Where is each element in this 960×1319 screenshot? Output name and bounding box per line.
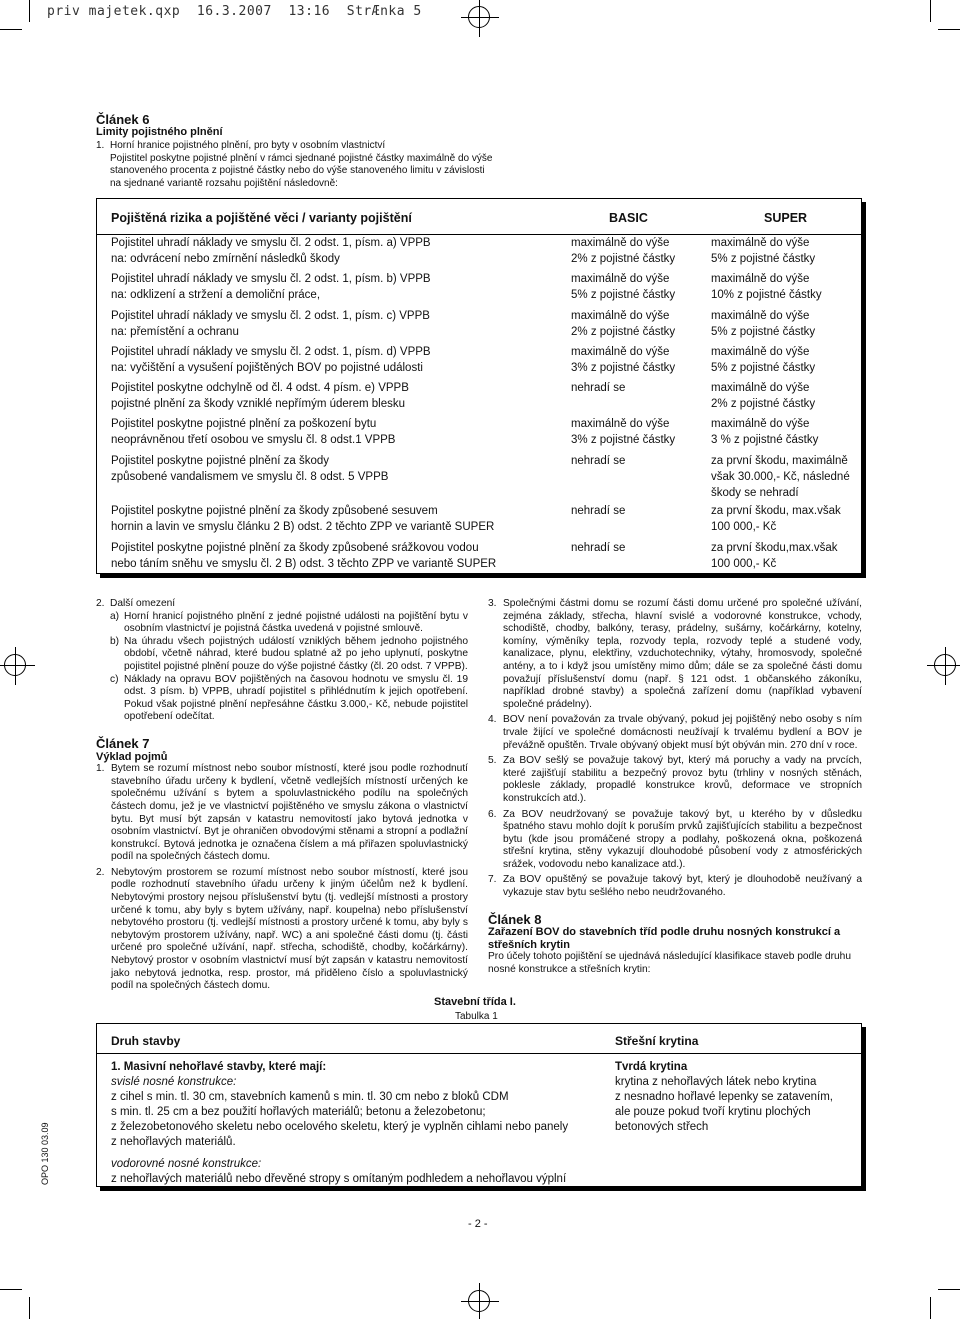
vertical-text: z železobetonového skeletu nebo ocelového skeletu, který je vyplněn cihlami nebo panely: [111, 1121, 569, 1133]
intro-text: Pojistitel poskytne pojistné plnění v rámci sjednané pojistné částky maximálně do výše stanoveného procenta z pojistné částky nebo do výše stanoveného limitu v závislosti na sjednané variantě rozsahu pojištění následovně:: [110, 152, 493, 189]
cell-line: 3% z pojistné částky: [571, 434, 676, 446]
cell-line: pojistné plnění za škody vzniklé nepřímým úderem blesku: [111, 398, 406, 410]
super-cell: [711, 416, 861, 448]
header-basic: BASIC: [609, 211, 648, 225]
crop-mark: [938, 29, 960, 30]
list-number: 2.: [96, 866, 105, 878]
list-item: [488, 714, 862, 752]
list-number: 7.: [488, 874, 497, 886]
intro-line: Horní hranice pojistného plnění, pro byty v osobním vlastnictví: [110, 140, 386, 151]
roof-text: z nesnadno hořlavé lepenky se zatavením,: [615, 1091, 833, 1103]
cell-line: Pojistitel uhradí náklady ve smyslu čl. 2 odst. 1, písm. b) VPPB: [111, 273, 431, 285]
horizontal-text: z nehořlavých materiálů nebo dřevěné stropy s omítaným podhledem a nehořlavou výplní: [111, 1173, 567, 1185]
risk-cell: [111, 416, 551, 448]
clanek7-title: Článek 7: [96, 735, 150, 751]
list-number: 1.: [96, 763, 105, 775]
header-stresni-krytina: Střešní krytina: [615, 1034, 699, 1048]
roof-text: ale pouze pokud tvoří krytinu plochých: [615, 1106, 811, 1118]
risk-cell: [111, 271, 551, 303]
basic-cell: [571, 380, 711, 396]
basic-cell: [571, 540, 711, 556]
crop-mark: [930, 1297, 931, 1319]
cell-line: maximálně do výše: [711, 237, 810, 249]
vertical-label: svislé nosné konstrukce:: [111, 1076, 237, 1088]
list-number: 1.: [96, 140, 105, 151]
basic-cell: [571, 271, 711, 303]
registration-mark: [4, 654, 26, 676]
registration-mark: [468, 6, 490, 28]
right-column: [488, 598, 862, 977]
crop-mark: [0, 1289, 22, 1290]
super-cell: [711, 271, 861, 303]
crop-mark: [29, 1297, 30, 1319]
super-cell: [711, 308, 861, 340]
risk-cell: [111, 380, 551, 412]
header-super: SUPER: [764, 211, 808, 225]
cell-line: způsobené vandalismem ve smyslu čl. 8 odst. 5 VPPB: [111, 471, 389, 483]
construction-class-table: [96, 1023, 862, 1187]
super-cell: [711, 344, 861, 376]
roof-type-cell: [615, 1060, 855, 1135]
vertical-text: s min. tl. 25 cm a bez použití hořlavých materiálů; betonu a železobetonu;: [111, 1106, 486, 1118]
list-number: 2.: [96, 598, 105, 609]
cell-line: na: odklizení a stržení a demoliční práce,: [111, 289, 321, 301]
horizontal-label: vodorovné nosné konstrukce:: [111, 1158, 262, 1170]
cell-line: 10% z pojistné částky: [711, 289, 822, 301]
list-letter: b): [110, 635, 120, 647]
list-item: [488, 755, 862, 805]
limits-table: [96, 198, 862, 574]
list-item: [96, 763, 468, 864]
list-text: Bytem se rozumí místnost nebo soubor místností, které jsou podle rozhodnutí stavebního úřadu určeny k bydlení, včetně vedlejších místností určených ke společnému užívání s bytem a spoluvlastnického podílu na společných částech domu, jež je ve vlastnictví pojištěného ve smyslu zákona o vlastnictví bytu. Byt musí být zapsán v katastru nemovitostí jako bytová jednotka v osobním vlastnictví. Byt je ohraničen obvodovými stěnami a stropní a podlažní konstrukcí. Bytová jednotka je označena číslem a má přiřazen spoluvlastnický podíl na společných částech domu.: [111, 763, 468, 863]
vertical-text: z cihel s min. tl. 30 cm, stavebních kamenů s min. tl. 30 cm nebo z bloků CDM: [111, 1091, 509, 1103]
cell-line: škody se nehradí: [711, 487, 799, 499]
list-item: [488, 809, 862, 872]
cell-line: na: odvrácení nebo zmírnění následků škody: [111, 253, 340, 265]
cell-line: nehradí se: [571, 382, 626, 394]
basic-cell: [571, 308, 711, 340]
list-text: Společnými částmi domu se rozumí části domu určené pro společné užívání, zejména základy, střecha, hlavní svislé a vodorovné konstrukce, vchody, schodiště, chodby, balkóny, terasy, prádelny, sušárny, kočárkárny, kotelny, komíny, výměníky tepla, rozvody tepla, rozvody teplé a studené vody, kanalizace, plynu, elektřiny, vzduchotechniky, výtahy, hromosvody, společné antény, a to i když jsou umístěny mimo dům; dále se za společné části domu považují příslušenství domu (např. § 121 odst. 1 občanského zákoníku, například drobné stavby) a společná zařízení domu (například vybavení společné prádelny).: [503, 598, 862, 710]
clanek6-title: Článek 6: [96, 112, 150, 127]
clanek6-intro: [96, 140, 496, 190]
item2-title: Další omezení: [110, 598, 176, 609]
sub-list-item: [96, 636, 468, 674]
cell-line: Pojistitel poskytne pojistné plnění za škody způsobené sesuvem: [111, 505, 438, 517]
cell-line: nehradí se: [571, 542, 626, 554]
vertical-text: z nehořlavých materiálů.: [111, 1136, 236, 1148]
building-type-cell: [111, 1060, 601, 1187]
cell-line: neoprávněnou třetí osobou ve smyslu čl. 8 odst.1 VPPB: [111, 434, 396, 446]
header-risks: Pojištěná rizika a pojištěné věci / varianty pojištění: [111, 211, 412, 225]
clanek8-text: Pro účely tohoto pojištění se ujednává následující klasifikace staveb podle druhu nosné konstrukce a střešních krytin:: [488, 951, 852, 976]
cell-line: Pojistitel poskytne pojistné plnění za škody: [111, 455, 329, 467]
clanek7-subtitle: Výklad pojmů: [96, 750, 168, 763]
super-cell: [711, 503, 861, 535]
cell-line: za první škodu, maximálně: [711, 455, 848, 467]
cell-line: nebo táním sněhu ve smyslu čl. 2 B) odst. 3 těchto ZPP ve variantě SUPER: [111, 558, 497, 570]
cell-line: 5% z pojistné částky: [711, 326, 816, 338]
cell-line: za první škodu, max.však: [711, 505, 841, 517]
crop-mark: [0, 29, 22, 30]
basic-cell: [571, 453, 711, 469]
cell-line: maximálně do výše: [711, 346, 810, 358]
cell-line: však 30.000,- Kč, následné: [711, 471, 850, 483]
cell-line: 100 000,- Kč: [711, 521, 777, 533]
basic-cell: [571, 344, 711, 376]
cell-line: 5% z pojistné částky: [711, 362, 816, 374]
risk-cell: [111, 308, 551, 340]
clanek6-subtitle: Limity pojistného plnění: [96, 126, 223, 138]
cell-line: nehradí se: [571, 505, 626, 517]
list-item: [488, 598, 862, 711]
table-header: [97, 1024, 861, 1054]
cell-line: maximálně do výše: [711, 273, 810, 285]
cell-line: maximálně do výše: [571, 237, 670, 249]
cell-line: hornin a lavin ve smyslu článku 2 B) odst. 2 těchto ZPP ve variantě SUPER: [111, 521, 495, 533]
table-caption: Tabulka 1: [455, 1011, 498, 1022]
risk-cell: [111, 453, 551, 485]
cell-line: maximálně do výše: [711, 382, 810, 394]
cell-line: Pojistitel poskytne pojistné plnění za škody způsobené srážkovou vodou: [111, 542, 479, 554]
list-number: 4.: [488, 714, 497, 726]
cell-line: maximálně do výše: [711, 310, 810, 322]
clanek8-subtitle: Zařazení BOV do stavebních tříd podle druhu nosných konstrukcí a střešních krytin: [488, 926, 841, 951]
risk-cell: [111, 344, 551, 376]
page-number: - 2 -: [468, 1218, 488, 1230]
list-item: [96, 867, 468, 993]
list-number: 3.: [488, 598, 497, 609]
list-text: Na úhradu všech pojistných událostí vzniklých během jednoho pojistného období, včetně náhrad, které budou splatné až po jeho uplynutí, poskytne pojistitel pojistné plnění pouze do výše pojistné částky (čl. 20 odst. 7 VPPB).: [124, 635, 468, 672]
list-letter: c): [110, 673, 119, 685]
cell-line: 2% z pojistné částky: [711, 398, 816, 410]
building-heading: 1. Masivní nehořlavé stavby, které mají:: [111, 1061, 327, 1073]
cell-line: Pojistitel poskytne odchylně od čl. 4 odst. 4 písm. e) VPPB: [111, 382, 409, 394]
cell-line: 3 % z pojistné částky: [711, 434, 819, 446]
cell-line: na: vyčištění a vysušení pojištěných BOV po pojistné události: [111, 362, 423, 374]
roof-heading: Tvrdá krytina: [615, 1061, 688, 1073]
list-item: [488, 874, 862, 899]
document-code: OPO 130 03.09: [40, 1122, 50, 1185]
risk-cell: [111, 235, 551, 267]
table-header: [97, 199, 861, 235]
basic-cell: [571, 235, 711, 267]
list-number: 6.: [488, 808, 497, 820]
cell-line: maximálně do výše: [571, 273, 670, 285]
super-cell: [711, 235, 861, 267]
cell-line: na: přemístění a ochranu: [111, 326, 239, 338]
super-cell: [711, 380, 861, 412]
roof-text: betonových střech: [615, 1121, 709, 1133]
header-druh-stavby: Druh stavby: [111, 1034, 181, 1048]
registration-mark: [468, 1290, 490, 1312]
cell-line: Pojistitel poskytne pojistné plnění za poškození bytu: [111, 418, 377, 430]
super-cell: [711, 453, 861, 501]
list-letter: a): [110, 610, 120, 622]
crop-mark: [29, 0, 30, 22]
cell-line: maximálně do výše: [711, 418, 810, 430]
super-cell: [711, 540, 861, 572]
registration-mark: [934, 654, 956, 676]
clanek8-title: Článek 8: [488, 911, 542, 927]
cell-line: 5% z pojistné částky: [711, 253, 816, 265]
cell-line: za první škodu,max.však: [711, 542, 838, 554]
list-text: Za BOV sešlý se považuje takový byt, který má poruchy a vady na prvcích, které zajišťují stabilitu a bezpečný provoz bytu (trhliny v nosných stěnách, poklesle základy, propadlé konstrukce krovů, deformace ve stropních konstrukcích atd.).: [503, 755, 862, 804]
basic-cell: [571, 416, 711, 448]
cell-line: Pojistitel uhradí náklady ve smyslu čl. 2 odst. 1, písm. d) VPPB: [111, 346, 431, 358]
list-text: BOV není považován za trvale obývaný, pokud jej pojištěný nebo osoby s ním trvale žijící ve společné domácnosti neužívají k trvalému bydlení a BOV je převážně opuštěn. Trvale obývaný objekt musí být obýván min. 270 dní v roce.: [503, 714, 862, 751]
left-column: [96, 598, 468, 993]
cell-line: 3% z pojistné částky: [571, 362, 676, 374]
list-text: Za BOV opuštěný se považuje takový byt, který je dlouhodobě neužívaný a vykazuje stav bytu sešlého nebo neudržovaného.: [503, 874, 862, 899]
cell-line: nehradí se: [571, 455, 626, 467]
stavebni-trida-title: Stavební třída I.: [434, 996, 516, 1008]
sub-list-item: [96, 674, 468, 724]
print-slug: priv majetek.qxp 16.3.2007 13:16 StrÆnka 5: [47, 4, 422, 19]
cell-line: maximálně do výše: [571, 310, 670, 322]
risk-cell: [111, 540, 551, 572]
sub-list-item: [96, 611, 468, 636]
cell-line: Pojistitel uhradí náklady ve smyslu čl. 2 odst. 1, písm. a) VPPB: [111, 237, 431, 249]
roof-text: krytina z nehořlavých látek nebo krytina: [615, 1076, 817, 1088]
cell-line: maximálně do výše: [571, 346, 670, 358]
crop-mark: [930, 0, 931, 22]
list-text: Horní hranicí pojistného plnění z jedné pojistné události na pojištění bytu v osobním vlastnictví je pojistná částka uvedená v pojistné smlouvě.: [124, 610, 468, 635]
cell-line: 100 000,- Kč: [711, 558, 777, 570]
crop-mark: [938, 1289, 960, 1290]
cell-line: 2% z pojistné částky: [571, 326, 676, 338]
list-number: 5.: [488, 755, 497, 767]
risk-cell: [111, 503, 551, 535]
cell-line: Pojistitel uhradí náklady ve smyslu čl. 2 odst. 1, písm. c) VPPB: [111, 310, 430, 322]
list-text: Nebytovým prostorem se rozumí místnost nebo soubor místností, které jsou podle rozhodnutí stavebního úřadu určeny k jiným účelům než k bydlení. Nebytovými prostory nejsou příslušenství bytu (tj. vedlejší místnosti a prostory určené k tomu, aby byly s bytem užívány, např. koupelna) nebo příslušenství nebytového prostoru (tj. vedlejší místnosti a prostory určené k tomu, aby byly s nebytovým prostorem užívány, např. WC) a ani společné části domu (tj. části určené pro společné užívání, např. střecha, schodiště, chodby, kočárkárny). Nebytový prostor v osobním vlastnictví musí být zapsán v katastru nemovitostí jako nebytová jednotka, resp. prostor, má přiděleno číslo a spoluvlastnický podíl na společných částech domu.: [111, 866, 468, 992]
list-text: Za BOV neudržovaný se považuje takový byt, u kterého by v důsledku špatného stavu mohlo dojít k poruším prvků zajišťujících stabilitu a bezpečnost bytu (kde jsou promáčené stropy a podlahy, poškozená okna, poškozená střešní krytina, stěny vykazují dlouhodobé působení vody z atmosférických srážek, vodovodu nebo kanalizace atd.).: [503, 808, 862, 870]
cell-line: 5% z pojistné částky: [571, 289, 676, 301]
list-text: Náklady na opravu BOV pojištěných na časovou hodnotu ve smyslu čl. 19 odst. 3 písm. b) VPPB, uhradí pojistitel s přihlédnutím k jejich opotřebení. Pokud však pojistné plnění nepřesáhne částku 3.000,- Kč, nebude pojistitel opotřebení odečítat.: [124, 673, 468, 723]
cell-line: 2% z pojistné částky: [571, 253, 676, 265]
basic-cell: [571, 503, 711, 519]
cell-line: maximálně do výše: [571, 418, 670, 430]
